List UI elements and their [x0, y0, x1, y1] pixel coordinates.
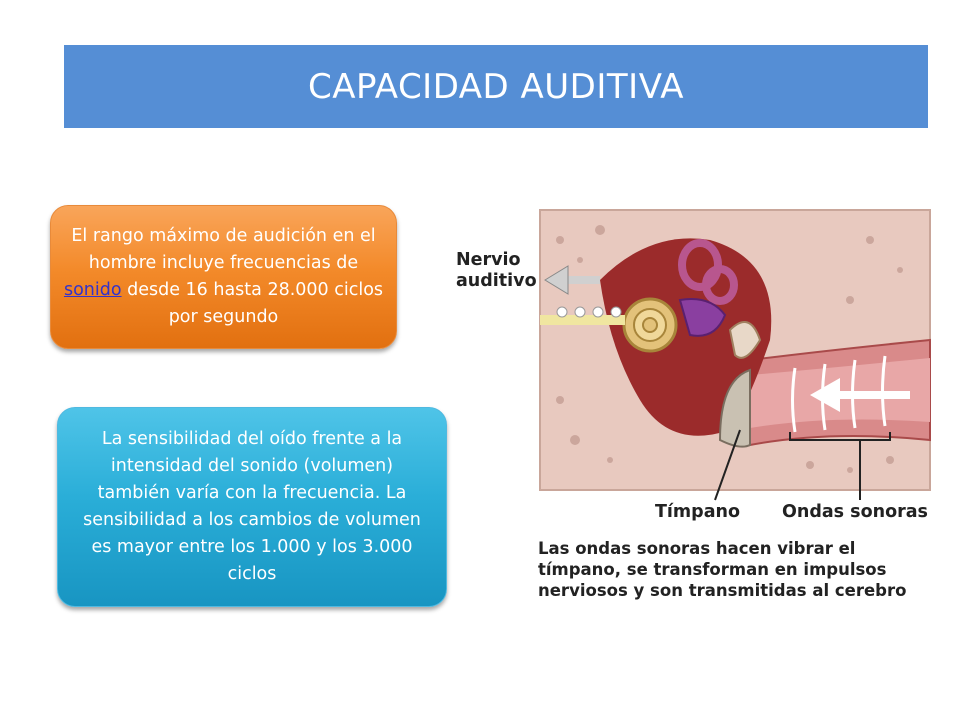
label-nervio-line2: auditivo — [456, 271, 537, 291]
hearing-range-text-part2: desde 16 hasta 28.000 ciclos por segundo — [121, 280, 384, 327]
hearing-range-text-part1: El rango máximo de audición en el hombre incluye frecuencias de — [71, 226, 376, 273]
figure-caption — [538, 538, 938, 601]
label-timpano: Tímpano — [655, 502, 740, 522]
sonido-link[interactable]: sonido — [63, 280, 122, 300]
label-nervio — [456, 250, 537, 292]
caption-line1: Las ondas sonoras hacen vibrar el — [538, 539, 856, 558]
hearing-range-text — [61, 223, 386, 331]
ear-figure — [450, 200, 940, 615]
hearing-range-box — [50, 205, 397, 349]
sensitivity-box — [57, 407, 447, 607]
caption-line3: nerviosos y son transmitidas al cerebro — [538, 581, 907, 600]
sensitivity-text: La sensibilidad del oído frente a la intensidad del sonido (volumen) también varía con la frecuencia. La sensibilidad a los cambios de volumen es mayor entre los 1.000 y los 3.000 ciclos — [83, 429, 421, 584]
label-nervio-line1: Nervio — [456, 250, 521, 270]
label-ondas-sonoras: Ondas sonoras — [782, 502, 928, 522]
caption-line2: tímpano, se transforman en impulsos — [538, 560, 887, 579]
slide-title: CAPACIDAD AUDITIVA — [307, 66, 685, 107]
title-bar — [64, 45, 928, 128]
